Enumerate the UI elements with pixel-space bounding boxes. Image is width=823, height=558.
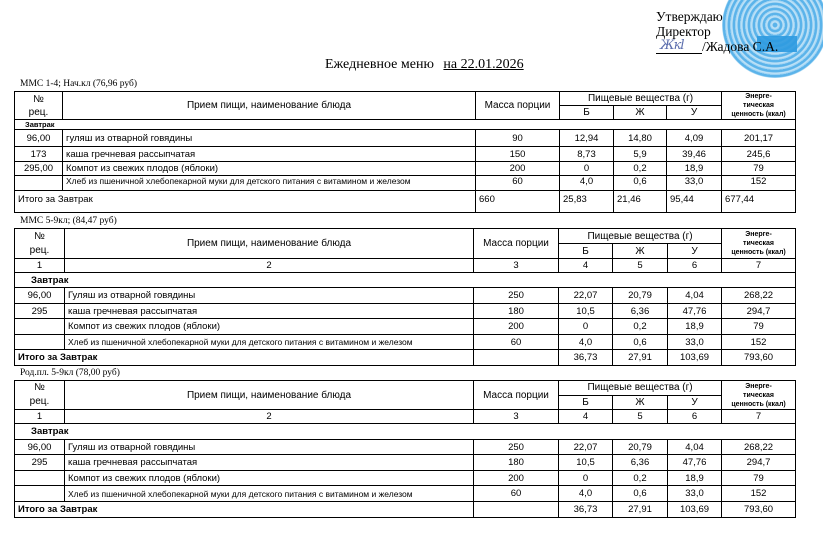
table-row: Хлеб из пшеничной хлебопекарной муки для детского питания с витамином и железом 60 4,0 0,6 33,0 152 — [15, 335, 796, 350]
meal-row — [15, 120, 796, 130]
header-row — [15, 381, 796, 396]
section-caption: ММС 5-9кл; (84,47 руб) — [20, 216, 117, 226]
table-row: 96,00 Гуляш из отварной говядины 250 22,07 20,79 4,04 268,22 — [15, 440, 796, 455]
table-row: 96,00 гуляш из отварной говядины 90 12,94 14,80 4,09 201,17 — [15, 130, 796, 147]
table-row: Хлеб из пшеничной хлебопекарной муки для детского питания с витамином и железом 60 4,0 0,6 33,0 152 — [15, 486, 796, 502]
table-row: 295,00 Компот из свежих плодов (яблоки) 200 0 0,2 18,9 79 — [15, 162, 796, 176]
col-header-zh: Ж — [613, 244, 668, 259]
col-header-u: У — [667, 106, 722, 120]
meal-label: Завтрак — [15, 120, 796, 130]
table-row: Хлеб из пшеничной хлебопекарной муки для детского питания с витамином и железом 60 4,0 0,6 33,0 152 — [15, 176, 796, 191]
col-header-dish: Прием пищи, наименование блюда — [63, 92, 476, 120]
col-header-num: № рец. — [15, 229, 65, 259]
header-row — [15, 92, 796, 106]
total-label: Итого за Завтрак — [15, 350, 474, 366]
approval-line-approve: Утверждаю — [656, 9, 723, 24]
director-name: /Жадова С.А. — [702, 39, 779, 54]
col-header-nutrients: Пищевые вещества (г) — [560, 92, 722, 106]
meal-label: Завтрак — [15, 424, 796, 440]
table-row: 96,00 Гуляш из отварной говядины 250 22,07 20,79 4,04 268,22 — [15, 288, 796, 304]
section-caption: ММС 1-4; Нач.кл (76,96 руб) — [20, 79, 138, 89]
col-header-energy: Энерге- тическая ценность (ккал) — [722, 92, 796, 120]
table-row: Компот из свежих плодов (яблоки) 200 0 0,2 18,9 79 — [15, 471, 796, 486]
col-header-dish: Прием пищи, наименование блюда — [65, 381, 474, 410]
title-date: на 22.01.2026 — [443, 57, 524, 72]
signature-underline — [656, 38, 702, 54]
total-label: Итого за Завтрак — [15, 191, 476, 213]
col-header-energy: Энерге- тическая ценность (ккал) — [722, 381, 796, 410]
header-row — [15, 229, 796, 244]
total-row: Итого за Завтрак 36,73 27,91 103,69 793,60 — [15, 350, 796, 366]
col-header-nutrients: Пищевые вещества (г) — [559, 229, 722, 244]
col-header-u: У — [668, 395, 722, 410]
meal-row — [15, 273, 796, 288]
col-header-u: У — [668, 244, 722, 259]
col-header-energy: Энерге- тическая ценность (ккал) — [722, 229, 796, 259]
col-header-b: Б — [560, 106, 614, 120]
title-text: Ежедневное меню — [325, 57, 434, 72]
column-number-row: 1 2 3 4 5 6 7 — [15, 259, 796, 273]
signature: Жкl — [660, 38, 684, 53]
approval-block — [656, 9, 778, 54]
col-header-mass: Масса порции — [474, 229, 559, 259]
col-header-mass: Масса порции — [476, 92, 560, 120]
table-row: 173 каша гречневая рассыпчатая 150 8,73 5,9 39,46 245,6 — [15, 147, 796, 162]
table-row: Компот из свежих плодов (яблоки) 200 0 0,2 18,9 79 — [15, 319, 796, 335]
table-row: 295 каша гречневая рассыпчатая 180 10,5 6,36 47,76 294,7 — [15, 455, 796, 471]
meal-row — [15, 424, 796, 440]
col-header-zh: Ж — [613, 395, 668, 410]
page-title — [325, 57, 524, 73]
meal-label: Завтрак — [15, 273, 796, 288]
col-header-b: Б — [559, 395, 613, 410]
total-row: Итого за Завтрак 660 25,83 21,46 95,44 677,44 — [15, 191, 796, 213]
table-row: 295 каша гречневая рассыпчатая 180 10,5 6,36 47,76 294,7 — [15, 304, 796, 319]
col-header-dish: Прием пищи, наименование блюда — [65, 229, 474, 259]
col-header-nutrients: Пищевые вещества (г) — [559, 381, 722, 396]
approval-signature-line — [656, 39, 778, 54]
col-header-mass: Масса порции — [474, 381, 559, 410]
total-label: Итого за Завтрак — [15, 502, 474, 518]
approval-line-position: Директор — [656, 24, 711, 39]
column-number-row: 1 2 3 4 5 6 7 — [15, 410, 796, 424]
menu-table-2 — [14, 228, 796, 366]
section-caption: Род.пл. 5-9кл (78,00 руб) — [20, 368, 120, 378]
col-header-b: Б — [559, 244, 613, 259]
col-header-num: № рец. — [15, 381, 65, 410]
col-header-num: № рец. — [15, 92, 63, 120]
col-header-zh: Ж — [614, 106, 667, 120]
menu-table-3 — [14, 380, 796, 518]
menu-table-1 — [14, 91, 796, 213]
total-row: Итого за Завтрак 36,73 27,91 103,69 793,60 — [15, 502, 796, 518]
